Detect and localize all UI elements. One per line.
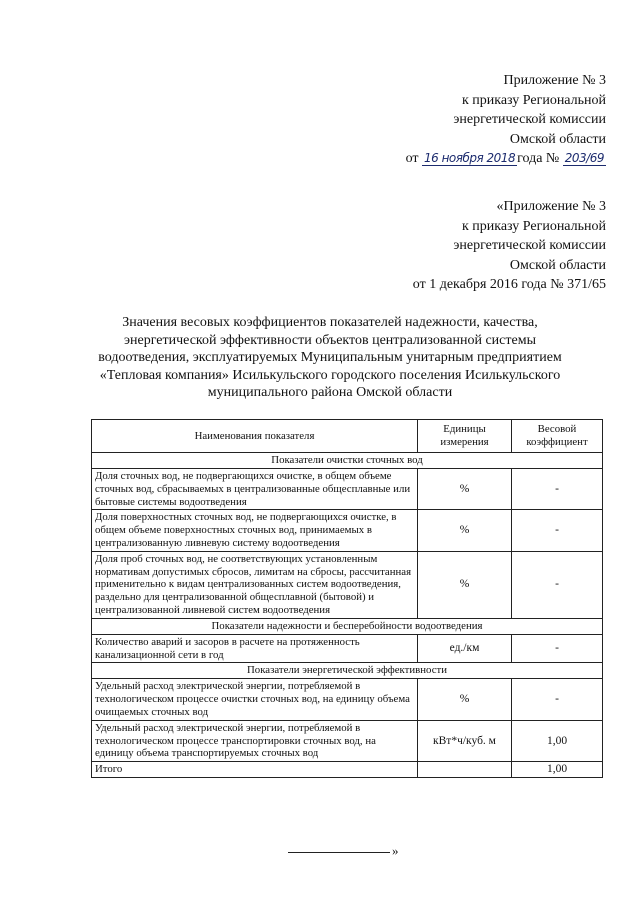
- total-label: Итого: [92, 762, 418, 778]
- indicator-coef: -: [512, 469, 603, 510]
- table-row: [92, 634, 603, 663]
- indicator-coef: -: [512, 634, 603, 663]
- title-line2: энергетической эффективности объектов централизованной системы: [124, 332, 536, 348]
- section-row: [92, 618, 603, 634]
- table-row: [92, 679, 603, 720]
- total-row: [92, 762, 603, 778]
- section-title: Показатели энергетической эффективности: [92, 663, 603, 679]
- indicator-name: Доля поверхностных сточных вод, не подвергающихся очистке, в общем объеме поверхностных сточных вод, принимаемых в централизованную ливневую систему водоотведения: [92, 510, 418, 551]
- quoted-header-line1: «Приложение № 3: [496, 199, 606, 214]
- handwritten-date: 16 ноября 2018: [424, 151, 516, 165]
- section-title: Показатели надежности и бесперебойности водоотведения: [92, 618, 603, 634]
- closing-rule: [288, 852, 390, 853]
- handwritten-number: 203/69: [564, 151, 604, 165]
- total-unit: [418, 762, 512, 778]
- table-row: [92, 510, 603, 551]
- quoted-header-line4: Омской области: [509, 257, 606, 273]
- closing-mark-line: [288, 843, 399, 859]
- indicator-unit: кВт*ч/куб. м: [418, 720, 512, 761]
- indicator-name: Доля проб сточных вод, не соответствующих установленным нормативам допустимых сбросов, лимитам на сбросы, рассчитанная применительно к видам централизованных систем водоотведения, раздельно для централизованной общесплавной (бытовой) и централизованной ливневой систем водоотведения: [92, 551, 418, 618]
- indicator-name: Доля сточных вод, не подвергающихся очистке, в общем объеме сточных вод, сбрасываемых в централизованные общесплавные или бытовые системы водоотведения: [92, 469, 418, 510]
- date-prefix: от: [405, 151, 419, 166]
- table-row: [92, 469, 603, 510]
- header-coef: Весовой коэффициент: [512, 420, 603, 453]
- indicator-name: Удельный расход электрической энергии, потребляемой в технологическом процессе очистки сточных вод, на единицу объема очищаемых сточных вод: [92, 679, 418, 720]
- document-title: [80, 314, 580, 402]
- indicator-unit: %: [418, 551, 512, 618]
- table-row: [92, 551, 603, 618]
- indicator-coef: -: [512, 510, 603, 551]
- title-line3: водоотведения, эксплуатируемых Муниципальным унитарным предприятием: [98, 350, 562, 365]
- order-header-line2: к приказу Региональной: [461, 92, 606, 108]
- indicator-unit: %: [418, 510, 512, 551]
- section-row: [92, 453, 603, 469]
- quoted-header-line2: к приказу Региональной: [461, 218, 606, 234]
- order-header: [276, 71, 606, 169]
- indicator-unit: %: [418, 469, 512, 510]
- title-line1: Значения весовых коэффициентов показателей надежности, качества,: [122, 315, 538, 330]
- order-header-line1: Приложение № 3: [503, 73, 606, 88]
- quoted-header: [276, 197, 606, 295]
- title-line4: «Тепловая компания» Исилькульского городского поселения Исилькульского: [99, 367, 561, 383]
- total-coef: 1,00: [512, 762, 603, 778]
- indicator-name: Удельный расход электрической энергии, потребляемой в технологическом процессе транспортировки сточных вод, на единицу объема транспортируемых сточных вод: [92, 720, 418, 761]
- order-header-line3: энергетической комиссии: [453, 112, 606, 127]
- quoted-header-line3: энергетической комиссии: [453, 238, 606, 253]
- title-line5: муниципального района Омской области: [207, 385, 453, 400]
- quoted-header-line5: от 1 декабря 2016 года № 371/65: [412, 277, 606, 292]
- table-row: [92, 720, 603, 761]
- header-unit: Единицы измерения: [418, 420, 512, 453]
- indicator-unit: %: [418, 679, 512, 720]
- indicator-coef: -: [512, 679, 603, 720]
- header-name: Наименования показателя: [92, 420, 418, 453]
- closing-quote: »: [392, 843, 399, 858]
- section-row: [92, 663, 603, 679]
- table-header-row: [92, 420, 603, 453]
- indicator-coef: -: [512, 551, 603, 618]
- order-header-line4: Омской области: [509, 131, 606, 147]
- indicator-coef: 1,00: [512, 720, 603, 761]
- order-date-line: [276, 149, 606, 169]
- section-title: Показатели очистки сточных вод: [92, 453, 603, 469]
- year-word: года №: [517, 151, 560, 166]
- indicator-unit: ед./км: [418, 634, 512, 663]
- coefficients-table: [91, 419, 603, 778]
- indicator-name: Количество аварий и засоров в расчете на протяженность канализационной сети в год: [92, 634, 418, 663]
